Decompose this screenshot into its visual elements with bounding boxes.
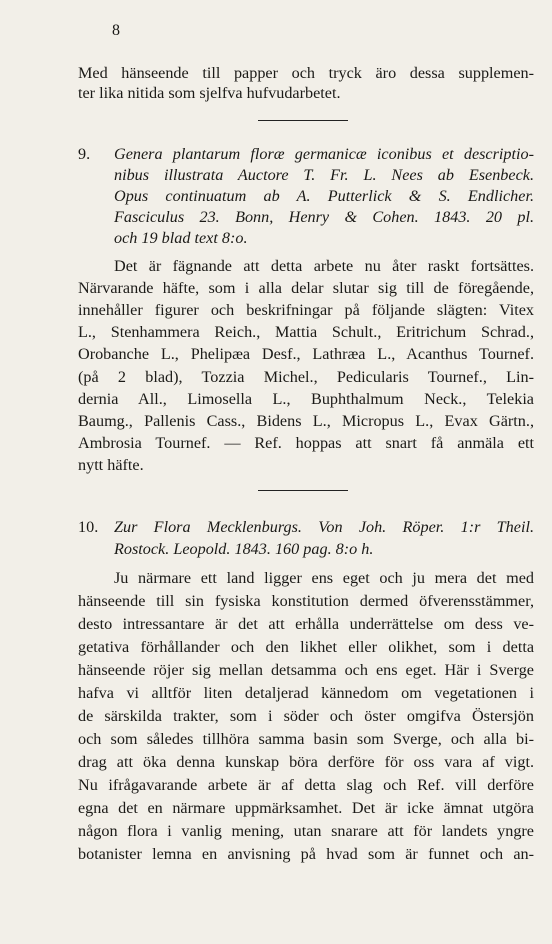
body-line: innehåller figurer och beskrifningar på följande slägten: Vitex xyxy=(78,301,534,319)
body-line: dernia All., Limosella L., Buphthalmum Neck., Telekia xyxy=(78,390,534,408)
body-line: desto intressantare är det att erhålla underrättelse om dess ve- xyxy=(78,615,534,633)
body-line: de särskilda trakter, som i söder och öster omgifva Östersjön xyxy=(78,707,534,725)
entry-title-line: nibus illustrata Auctore T. Fr. L. Nees ab Esenbeck. xyxy=(114,166,534,184)
body-line: (på 2 blad), Tozzia Michel., Pedicularis Tournef., Lin- xyxy=(78,368,534,386)
section-divider xyxy=(258,490,348,491)
body-line: hänseende till sin fysiska konstitution dermed öfverensstämmer, xyxy=(78,592,534,610)
body-line: hafva vi alltför liten detaljerad kännedom om vegetationen i xyxy=(78,684,534,702)
entry-number: 10. xyxy=(78,518,99,536)
section-divider xyxy=(258,120,348,121)
body-line: Baumg., Pallenis Cass., Bidens L., Micropus L., Evax Gärtn., xyxy=(78,412,534,430)
entry-title-line: Genera plantarum floræ germanicæ iconibus et descriptio- xyxy=(114,145,534,163)
entry-number: 9. xyxy=(78,145,91,163)
body-line: Ambrosia Tournef. — Ref. hoppas att snart få anmäla ett xyxy=(78,434,534,452)
body-line: Det är fägnande att detta arbete nu åter raskt fortsättes. xyxy=(114,257,534,275)
body-line: L., Stenhammera Reich., Mattia Schult., Eritrichum Schrad., xyxy=(78,323,534,341)
body-line: Orobanche L., Phelipæa Desf., Lathræa L., Acanthus Tournef. xyxy=(78,345,534,363)
body-line: Nu ifrågavarande arbete är af detta slag och Ref. vill derföre xyxy=(78,776,534,794)
body-line: egna det en närmare uppmärksamhet. Det är icke ämnat utgöra xyxy=(78,799,534,817)
body-line: Närvarande häfte, som i alla delar slutar sig till de föregående, xyxy=(78,279,534,297)
entry-title-line: Fasciculus 23. Bonn, Henry & Cohen. 1843. 20 pl. xyxy=(114,208,534,226)
body-line: nytt häfte. xyxy=(78,456,144,474)
intro-line: Med hänseende till papper och tryck äro dessa supplemen- xyxy=(78,64,534,82)
body-line: drag att öka denna kunskap böra derföre för oss vara af vigt. xyxy=(78,753,534,771)
page-number: 8 xyxy=(112,22,120,39)
body-line: Ju närmare ett land ligger ens eget och ju mera det med xyxy=(114,569,534,587)
entry-title-line: Rostock. Leopold. 1843. 160 pag. 8:o h. xyxy=(114,540,374,558)
body-line: och som således tillhöra samma basin som Sverge, och alla bi- xyxy=(78,730,534,748)
body-line: getativa förhållander och den likhet eller olikhet, som i detta xyxy=(78,638,534,656)
intro-line: ter lika nitida som sjelfva hufvudarbetet. xyxy=(78,84,341,102)
entry-title-line: och 19 blad text 8:o. xyxy=(114,229,248,247)
entry-title-line: Opus continuatum ab A. Putterlick & S. Endlicher. xyxy=(114,187,534,205)
body-line: hänseende röjer sig mellan detsamma och ens eget. Här i Sverge xyxy=(78,661,534,679)
entry-title-line: Zur Flora Mecklenburgs. Von Joh. Röper. 1:r Theil. xyxy=(114,518,534,536)
body-line: botanister lemna en anvisning på hvad som är funnet och an- xyxy=(78,845,534,863)
body-line: någon flora i vanlig mening, utan snarare att för landets yngre xyxy=(78,822,534,840)
